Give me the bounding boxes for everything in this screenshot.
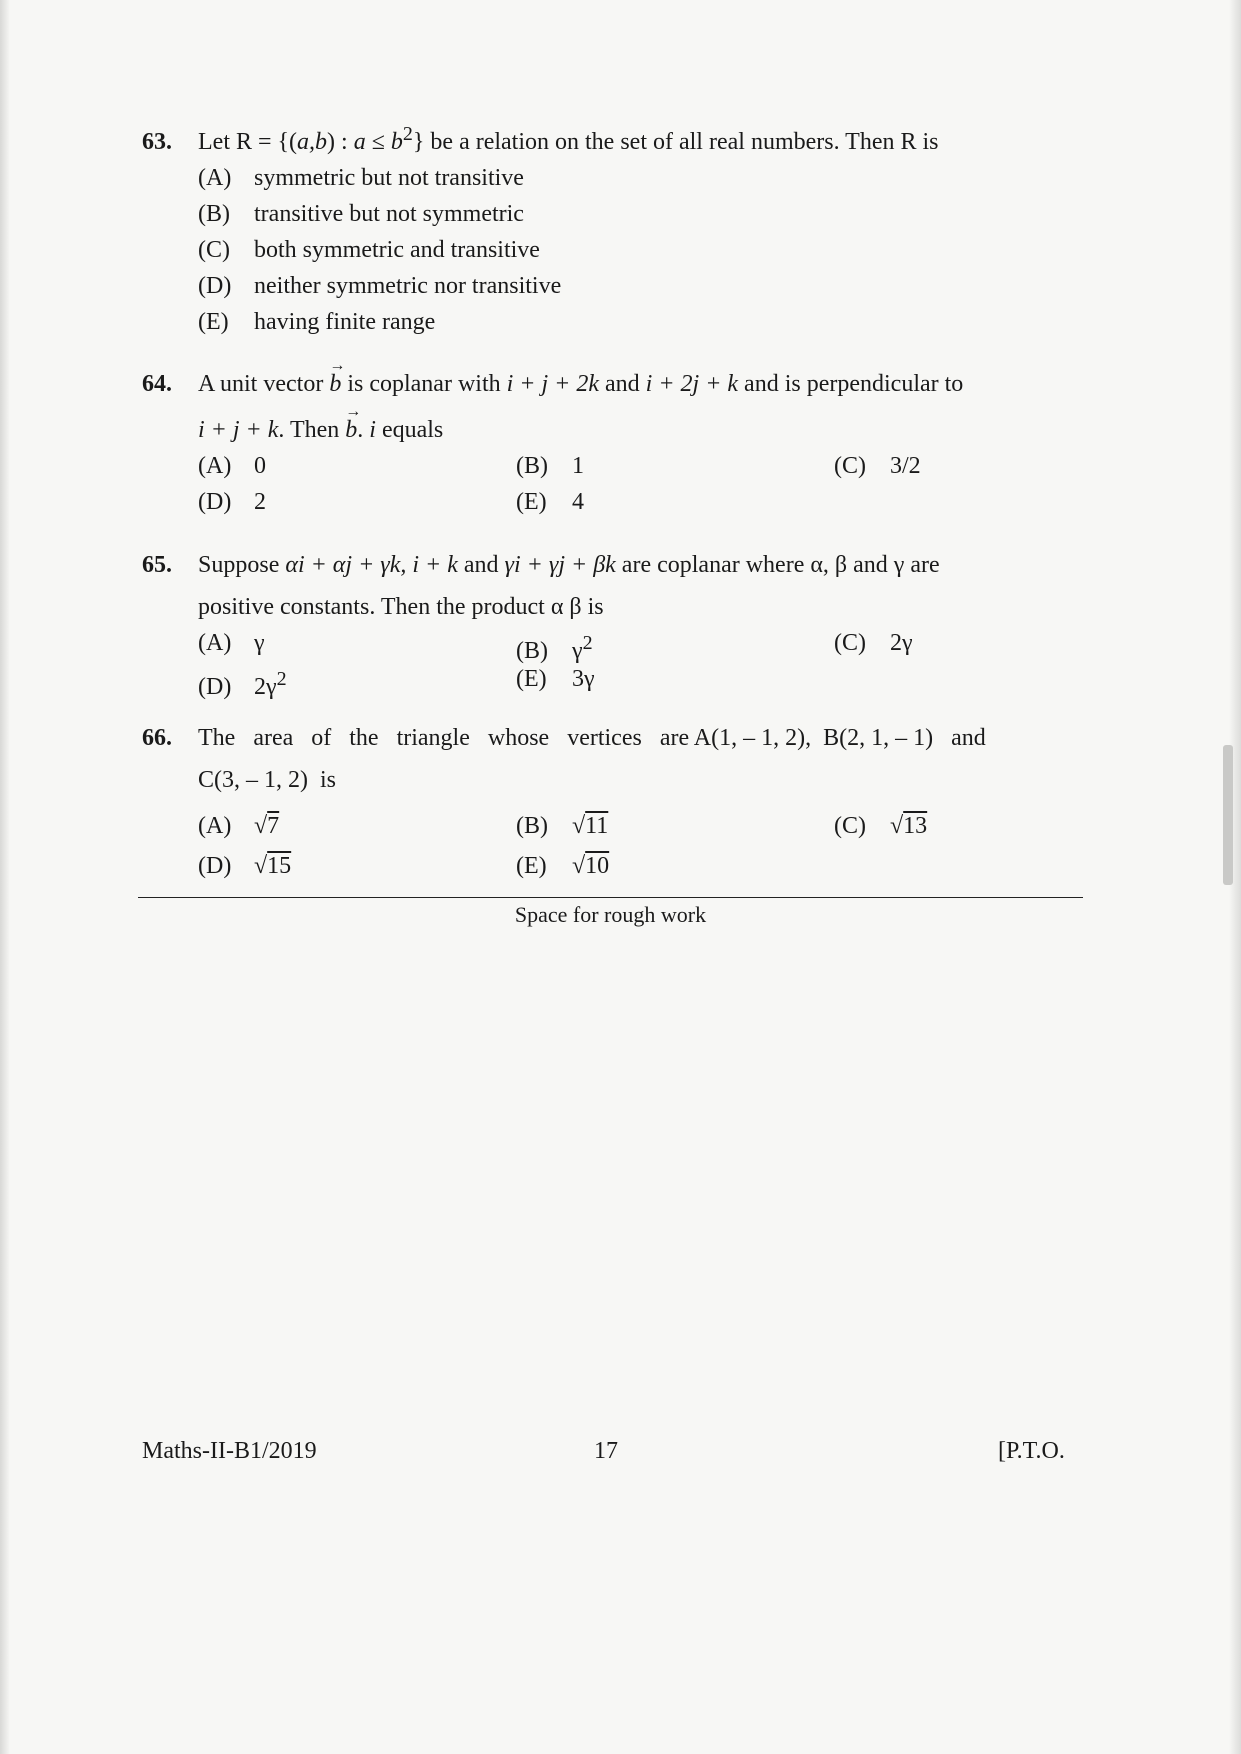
square-root [890, 813, 927, 839]
pto-label: [P.T.O. [998, 1438, 1065, 1464]
option-label: (E) [516, 666, 547, 692]
math-text: a,b [297, 129, 328, 155]
option-label: (C) [834, 630, 866, 656]
option [834, 625, 913, 661]
math-text: i + j + k [198, 417, 279, 443]
option-row [198, 625, 1082, 664]
stem-text: and [457, 552, 505, 578]
stem-text: is coplanar with [341, 371, 507, 397]
math-text: αi + αj + γk, i + k [285, 552, 458, 578]
option [834, 808, 927, 844]
superscript: 2 [276, 668, 287, 690]
math-text: i + j + 2k [506, 371, 599, 397]
option-text: neither symmetric nor transitive [254, 273, 562, 299]
vector-b: → b [329, 366, 341, 402]
option [834, 448, 921, 484]
question-number: 66. [142, 725, 172, 751]
question-63 [142, 116, 1082, 340]
option [198, 848, 291, 884]
stem-text: equals [375, 417, 444, 443]
math-text: i + 2j + k [645, 371, 739, 397]
option-text: γ [254, 630, 265, 656]
stem-text: A unit vector [198, 371, 330, 397]
radical-sign: √ [254, 813, 268, 839]
option [198, 160, 1082, 196]
vector-b: → b [345, 412, 357, 448]
option-text: 3/2 [890, 453, 921, 479]
math-text: a [353, 129, 366, 155]
option-text: 1 [572, 453, 584, 479]
option [516, 808, 608, 844]
option-label: (C) [834, 813, 866, 839]
stem-text: . Then [278, 417, 346, 443]
option-text: symmetric but not transitive [254, 165, 524, 191]
option [198, 808, 279, 844]
question-number: 64. [142, 371, 172, 397]
option [198, 661, 287, 705]
option-row [198, 484, 1082, 520]
option-row [198, 448, 1082, 484]
question-66 [142, 720, 1082, 888]
question-stem-line2: positive constants. Then the product α β is [198, 594, 604, 620]
question-stem-line2 [198, 412, 1082, 448]
option-text: having finite range [254, 309, 436, 335]
option [516, 661, 595, 697]
option-label: (D) [198, 273, 232, 299]
square-root [572, 813, 608, 839]
option-label: (B) [516, 453, 548, 479]
option [198, 625, 265, 661]
option [198, 484, 266, 520]
question-stem-line2: C(3, – 1, 2) is [198, 767, 336, 793]
option-label: (D) [198, 853, 232, 879]
rough-work-divider [138, 897, 1083, 898]
rough-work-label: Space for rough work [514, 902, 707, 927]
math-text: γi + γj + βk [504, 552, 616, 578]
option [516, 448, 584, 484]
option-text: both symmetric and transitive [254, 237, 540, 263]
square-root [572, 853, 609, 879]
option-text: 0 [254, 453, 266, 479]
question-stem [198, 371, 963, 397]
option-text: transitive but not symmetric [254, 201, 524, 227]
stem-text: } be a relation on the set of all real numbers. Then R is [412, 129, 939, 155]
option-label: (E) [198, 309, 229, 335]
option-text: 2γ [890, 630, 913, 656]
option [198, 232, 1082, 268]
question-64 [142, 366, 1082, 520]
option-label: (D) [198, 489, 232, 515]
stem-text: ≤ [365, 129, 391, 155]
question-number: 65. [142, 552, 172, 578]
option-list [198, 448, 1082, 520]
paper-code: Maths-II-B1/2019 [142, 1438, 317, 1464]
question-stem [198, 123, 939, 155]
radicand: 10 [585, 853, 610, 879]
option-label: (C) [834, 453, 866, 479]
radical-sign: √ [890, 813, 904, 839]
math-text: b [390, 129, 403, 155]
option-label: (D) [198, 674, 232, 700]
option-label: (A) [198, 813, 232, 839]
superscript: 2 [582, 632, 593, 654]
radical-sign: √ [254, 853, 268, 879]
page-edge-tab [1223, 745, 1233, 885]
option-text: γ [572, 638, 583, 664]
page-edge-left [0, 0, 10, 1754]
stem-text: are coplanar where α, β and γ are [615, 552, 940, 578]
option-row [198, 808, 1082, 848]
option-label: (E) [516, 489, 547, 515]
question-stem [198, 552, 940, 578]
stem-text: and [599, 371, 646, 397]
radicand: 13 [903, 813, 928, 839]
option-row [198, 848, 1082, 888]
option-row [198, 661, 1082, 700]
radicand: 7 [267, 813, 280, 839]
option-text: 2γ [254, 674, 277, 700]
option-text: 2 [254, 489, 266, 515]
option-text: 4 [572, 489, 584, 515]
stem-text: and is perpendicular to [738, 371, 964, 397]
question-65 [142, 547, 1082, 700]
question-stem: The area of the triangle whose vertices are A(1, – 1, 2), B(2, 1, – 1) and [198, 725, 986, 751]
stem-text: . [357, 417, 370, 443]
question-number: 63. [142, 129, 172, 155]
math-text: i [369, 417, 376, 443]
option-label: (B) [516, 638, 548, 664]
stem-text: Let R = {( [198, 129, 298, 155]
option-label: (C) [198, 237, 230, 263]
superscript: 2 [402, 123, 413, 145]
option [198, 196, 1082, 232]
option [516, 848, 609, 884]
option-label: (E) [516, 853, 547, 879]
option-list [198, 160, 1082, 340]
stem-text: ) : [327, 129, 354, 155]
square-root [254, 813, 279, 839]
radical-sign: √ [572, 853, 586, 879]
option-label: (B) [516, 813, 548, 839]
option-list [198, 808, 1082, 888]
option-label: (A) [198, 165, 232, 191]
square-root [254, 853, 291, 879]
page-number: 17 [594, 1438, 618, 1464]
radical-sign: √ [572, 813, 586, 839]
stem-text: Suppose [198, 552, 286, 578]
option-label: (A) [198, 630, 232, 656]
option-label: (B) [198, 201, 230, 227]
option [198, 304, 1082, 340]
option [516, 484, 584, 520]
option [198, 268, 1082, 304]
radicand: 11 [585, 813, 609, 839]
option-text: 3γ [572, 666, 595, 692]
option-list [198, 625, 1082, 700]
option-label: (A) [198, 453, 232, 479]
option [198, 448, 266, 484]
radicand: 15 [267, 853, 292, 879]
